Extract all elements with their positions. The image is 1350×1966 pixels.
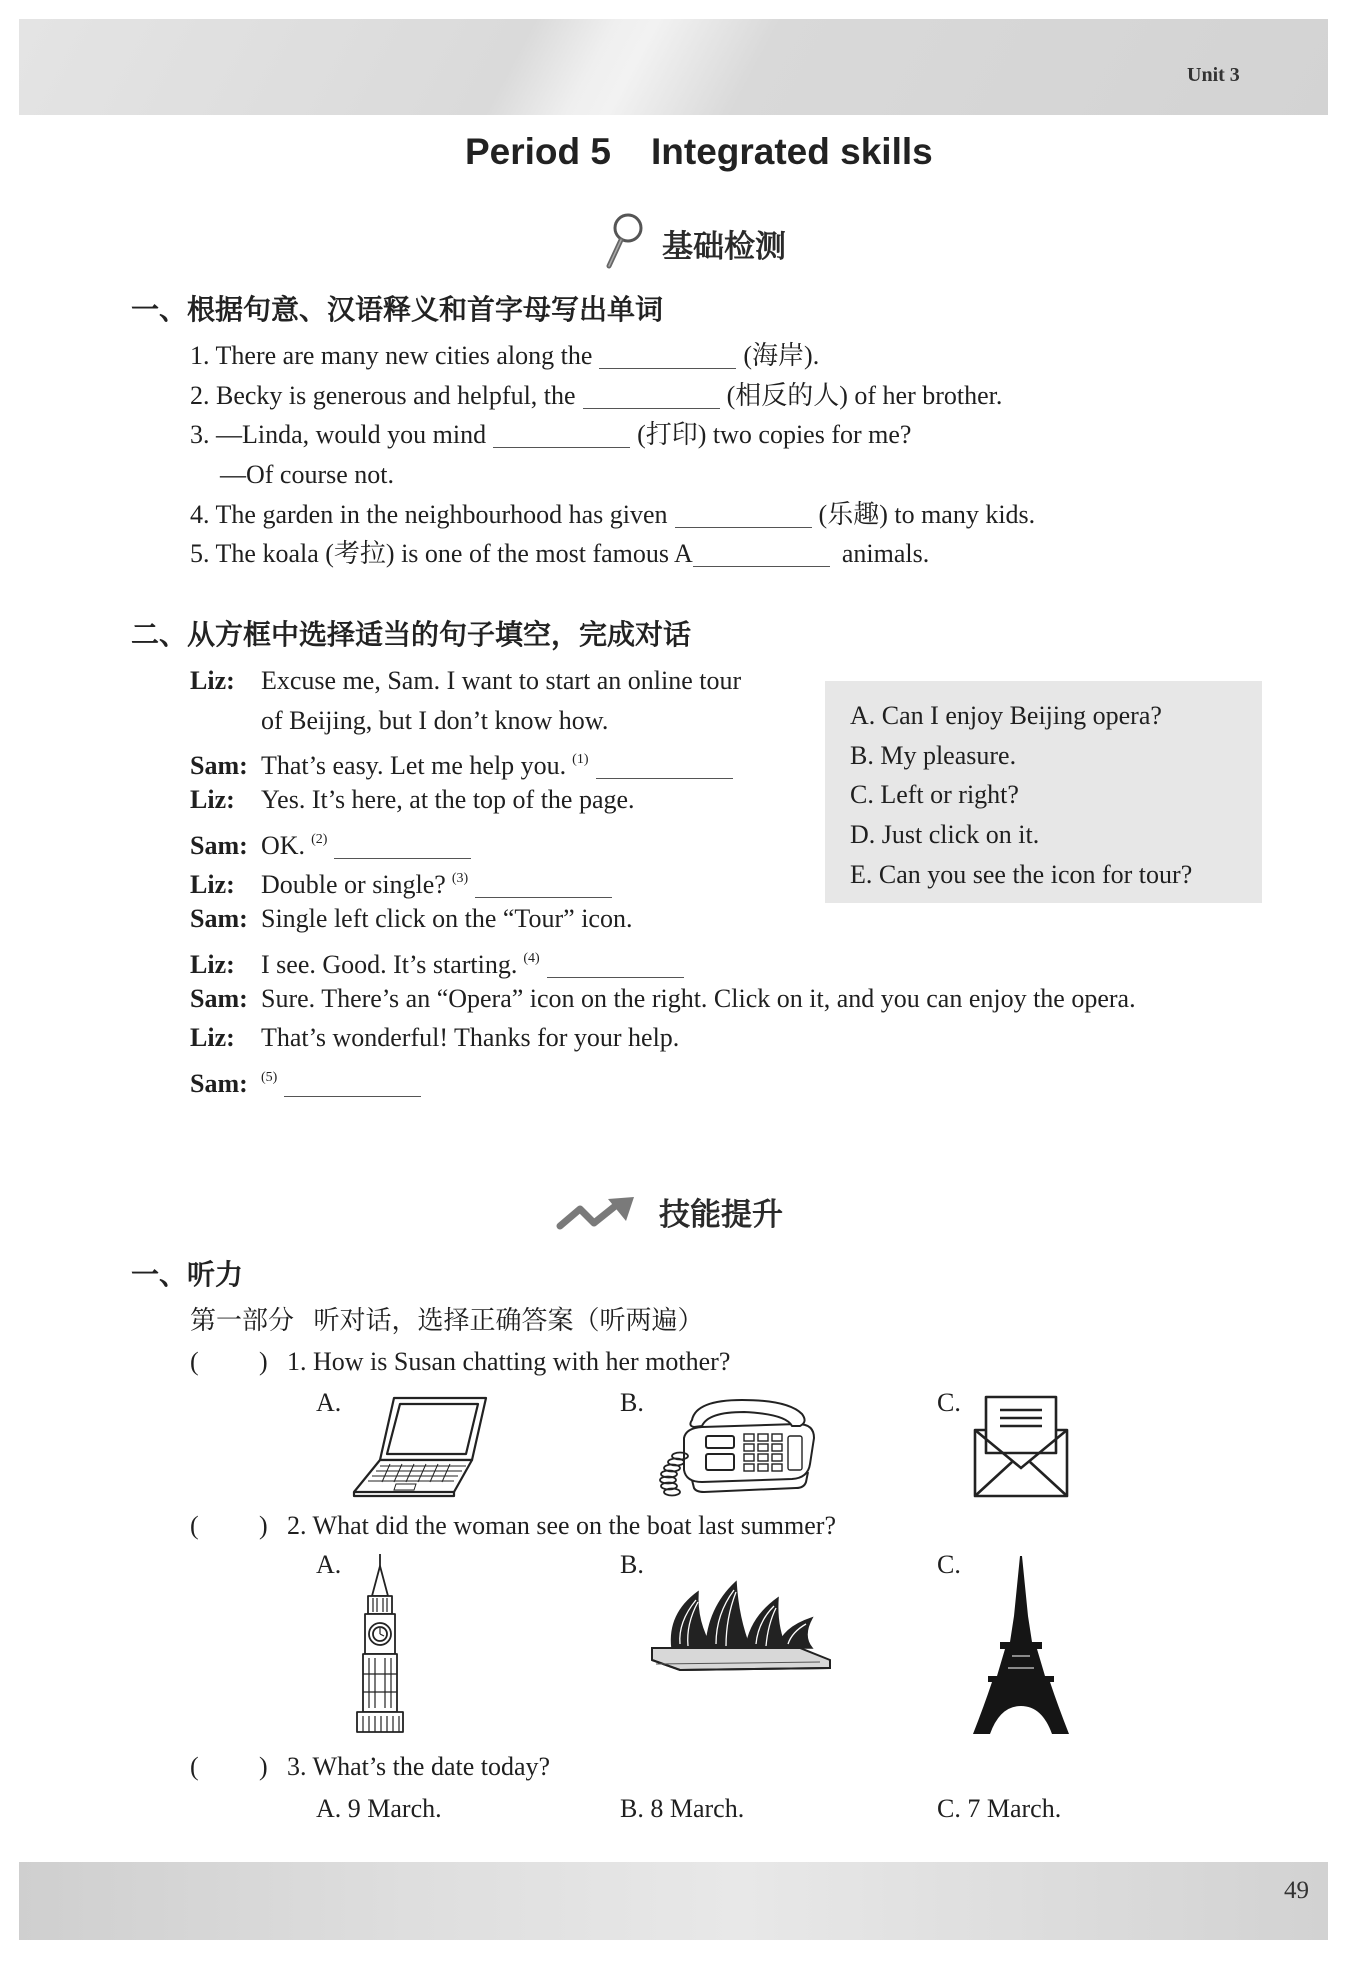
speaker: Sam: bbox=[190, 751, 248, 781]
option-label: A. bbox=[316, 1550, 342, 1579]
dialogue-line: Sam: Single left click on the “Tour” icon. bbox=[190, 899, 1136, 939]
option-label: C. bbox=[937, 1388, 961, 1417]
period-label: Period 5 bbox=[465, 131, 611, 172]
eiffel-tower-icon bbox=[972, 1556, 1070, 1736]
speaker: Liz: bbox=[190, 666, 235, 695]
dialogue-line: Liz: Yes. It’s here, at the top of the page. bbox=[190, 780, 1136, 820]
speaker: Liz: bbox=[190, 785, 235, 815]
option-label: B. bbox=[620, 1550, 644, 1579]
option-item: C. Left or right? bbox=[850, 780, 1019, 810]
speaker: Sam: bbox=[190, 1068, 248, 1098]
dialogue bbox=[190, 661, 1136, 1098]
footer-band bbox=[19, 1862, 1328, 1940]
speaker: Sam: bbox=[190, 983, 248, 1013]
option-item: A. Can I enjoy Beijing opera? bbox=[850, 701, 1162, 730]
part1-heading: 一、根据句意、汉语释义和首字母写出单词 bbox=[131, 293, 664, 326]
question-1: ( ) 1. How is Susan chatting with her mother? bbox=[190, 1347, 731, 1376]
option-item: B. My pleasure. bbox=[850, 740, 1017, 770]
gap-number: (3) bbox=[451, 871, 469, 887]
list-item: 5. The koala (考拉) is one of the most famous A animals. bbox=[190, 539, 930, 569]
option-label: B. 8 March. bbox=[620, 1794, 745, 1823]
speaker: Sam: bbox=[190, 904, 248, 934]
unit-label: Unit 3 bbox=[1187, 64, 1240, 86]
dialogue-line: Liz: That’s wonderful! Thanks for your help. bbox=[190, 1018, 1136, 1058]
list-item: 1. There are many new cities along the (海岸). bbox=[190, 341, 820, 370]
answer-blank bbox=[596, 756, 733, 779]
question-2: ( ) 2. What did the woman see on the boat last summer? bbox=[190, 1511, 836, 1540]
dialogue-line: Liz: Double or single? $^{(3)}$ bbox=[190, 859, 1136, 899]
gap-number: (5) bbox=[261, 1069, 278, 1085]
dialogue-line: Liz: Excuse me, Sam. I want to start an online tour bbox=[190, 661, 1136, 701]
speaker: Sam: bbox=[190, 830, 248, 860]
speaker: Liz: bbox=[190, 1023, 235, 1053]
dialogue-line: of Beijing, but I don’t know how. bbox=[261, 705, 609, 735]
speaker: Liz: bbox=[190, 870, 235, 900]
option-label: A. 9 March. bbox=[316, 1794, 442, 1823]
gap-number: (2) bbox=[311, 831, 328, 847]
answer-blank bbox=[493, 425, 630, 448]
answer-blank bbox=[599, 346, 736, 369]
list-item: 3. —Linda, would you mind (打印) two copies for me? bbox=[190, 420, 912, 450]
dialogue-line bbox=[190, 1058, 1136, 1098]
answer-blank bbox=[675, 505, 812, 528]
option-label: C. 7 March. bbox=[937, 1794, 1062, 1823]
question-3: ( ) 3. What’s the date today? bbox=[190, 1752, 551, 1781]
list-item: 4. The garden in the neighbourhood has given (乐趣) to many kids. bbox=[190, 499, 1036, 529]
dialogue-line: Liz: I see. Good. It’s starting. $^{(4)}$ bbox=[190, 939, 1136, 979]
opera-house-icon bbox=[650, 1578, 832, 1675]
option-label: B. bbox=[620, 1388, 644, 1417]
option-item: D. Just click on it. bbox=[850, 820, 1040, 850]
dialogue-line: Sam: Sure. There’s an “Opera” icon on the right. Click on it, and you can enjoy the opera. bbox=[190, 979, 1136, 1019]
list-item: 2. Becky is generous and helpful, the (相反的人) of her brother. bbox=[190, 380, 1003, 410]
trend-arrow-icon bbox=[556, 1195, 638, 1235]
envelope-icon bbox=[972, 1394, 1070, 1500]
option-label: A. bbox=[316, 1388, 342, 1417]
gap-number: (1) bbox=[572, 752, 589, 768]
big-ben-icon bbox=[347, 1554, 413, 1734]
answer-blank bbox=[334, 836, 471, 859]
dialogue-line: Sam: OK. $^{(2)}$ bbox=[190, 820, 1136, 860]
page-title bbox=[465, 130, 933, 174]
word-exercise bbox=[190, 336, 1035, 574]
answer-blank bbox=[547, 955, 684, 978]
listening-instructions: 第一部分 听对话，选择正确答案（听两遍） bbox=[190, 1306, 704, 1335]
header-band bbox=[19, 19, 1328, 115]
speaker: Liz: bbox=[190, 949, 235, 979]
basics-heading: 基础检测 bbox=[662, 229, 786, 265]
skills-heading: 技能提升 bbox=[659, 1197, 783, 1233]
dialogue-line: Sam: That’s easy. Let me help you. $^{(1)}$ bbox=[190, 740, 1136, 780]
answer-blank bbox=[475, 875, 612, 898]
topic-label: Integrated skills bbox=[651, 131, 933, 172]
part2-heading: 二、从方框中选择适当的句子填空，完成对话 bbox=[131, 618, 692, 651]
option-label: C. bbox=[937, 1550, 961, 1579]
telephone-icon bbox=[650, 1394, 820, 1498]
page-number: 49 bbox=[1284, 1877, 1309, 1904]
laptop-icon bbox=[350, 1394, 488, 1498]
magnifier-icon bbox=[604, 212, 644, 270]
listening-heading: 一、听力 bbox=[131, 1258, 244, 1291]
answer-blank bbox=[284, 1074, 421, 1097]
list-item-reply: —Of course not. bbox=[220, 460, 395, 490]
answer-blank bbox=[693, 544, 830, 567]
option-item: E. Can you see the icon for tour? bbox=[850, 859, 1193, 889]
answer-blank bbox=[583, 386, 720, 409]
gap-number: (4) bbox=[523, 950, 540, 966]
